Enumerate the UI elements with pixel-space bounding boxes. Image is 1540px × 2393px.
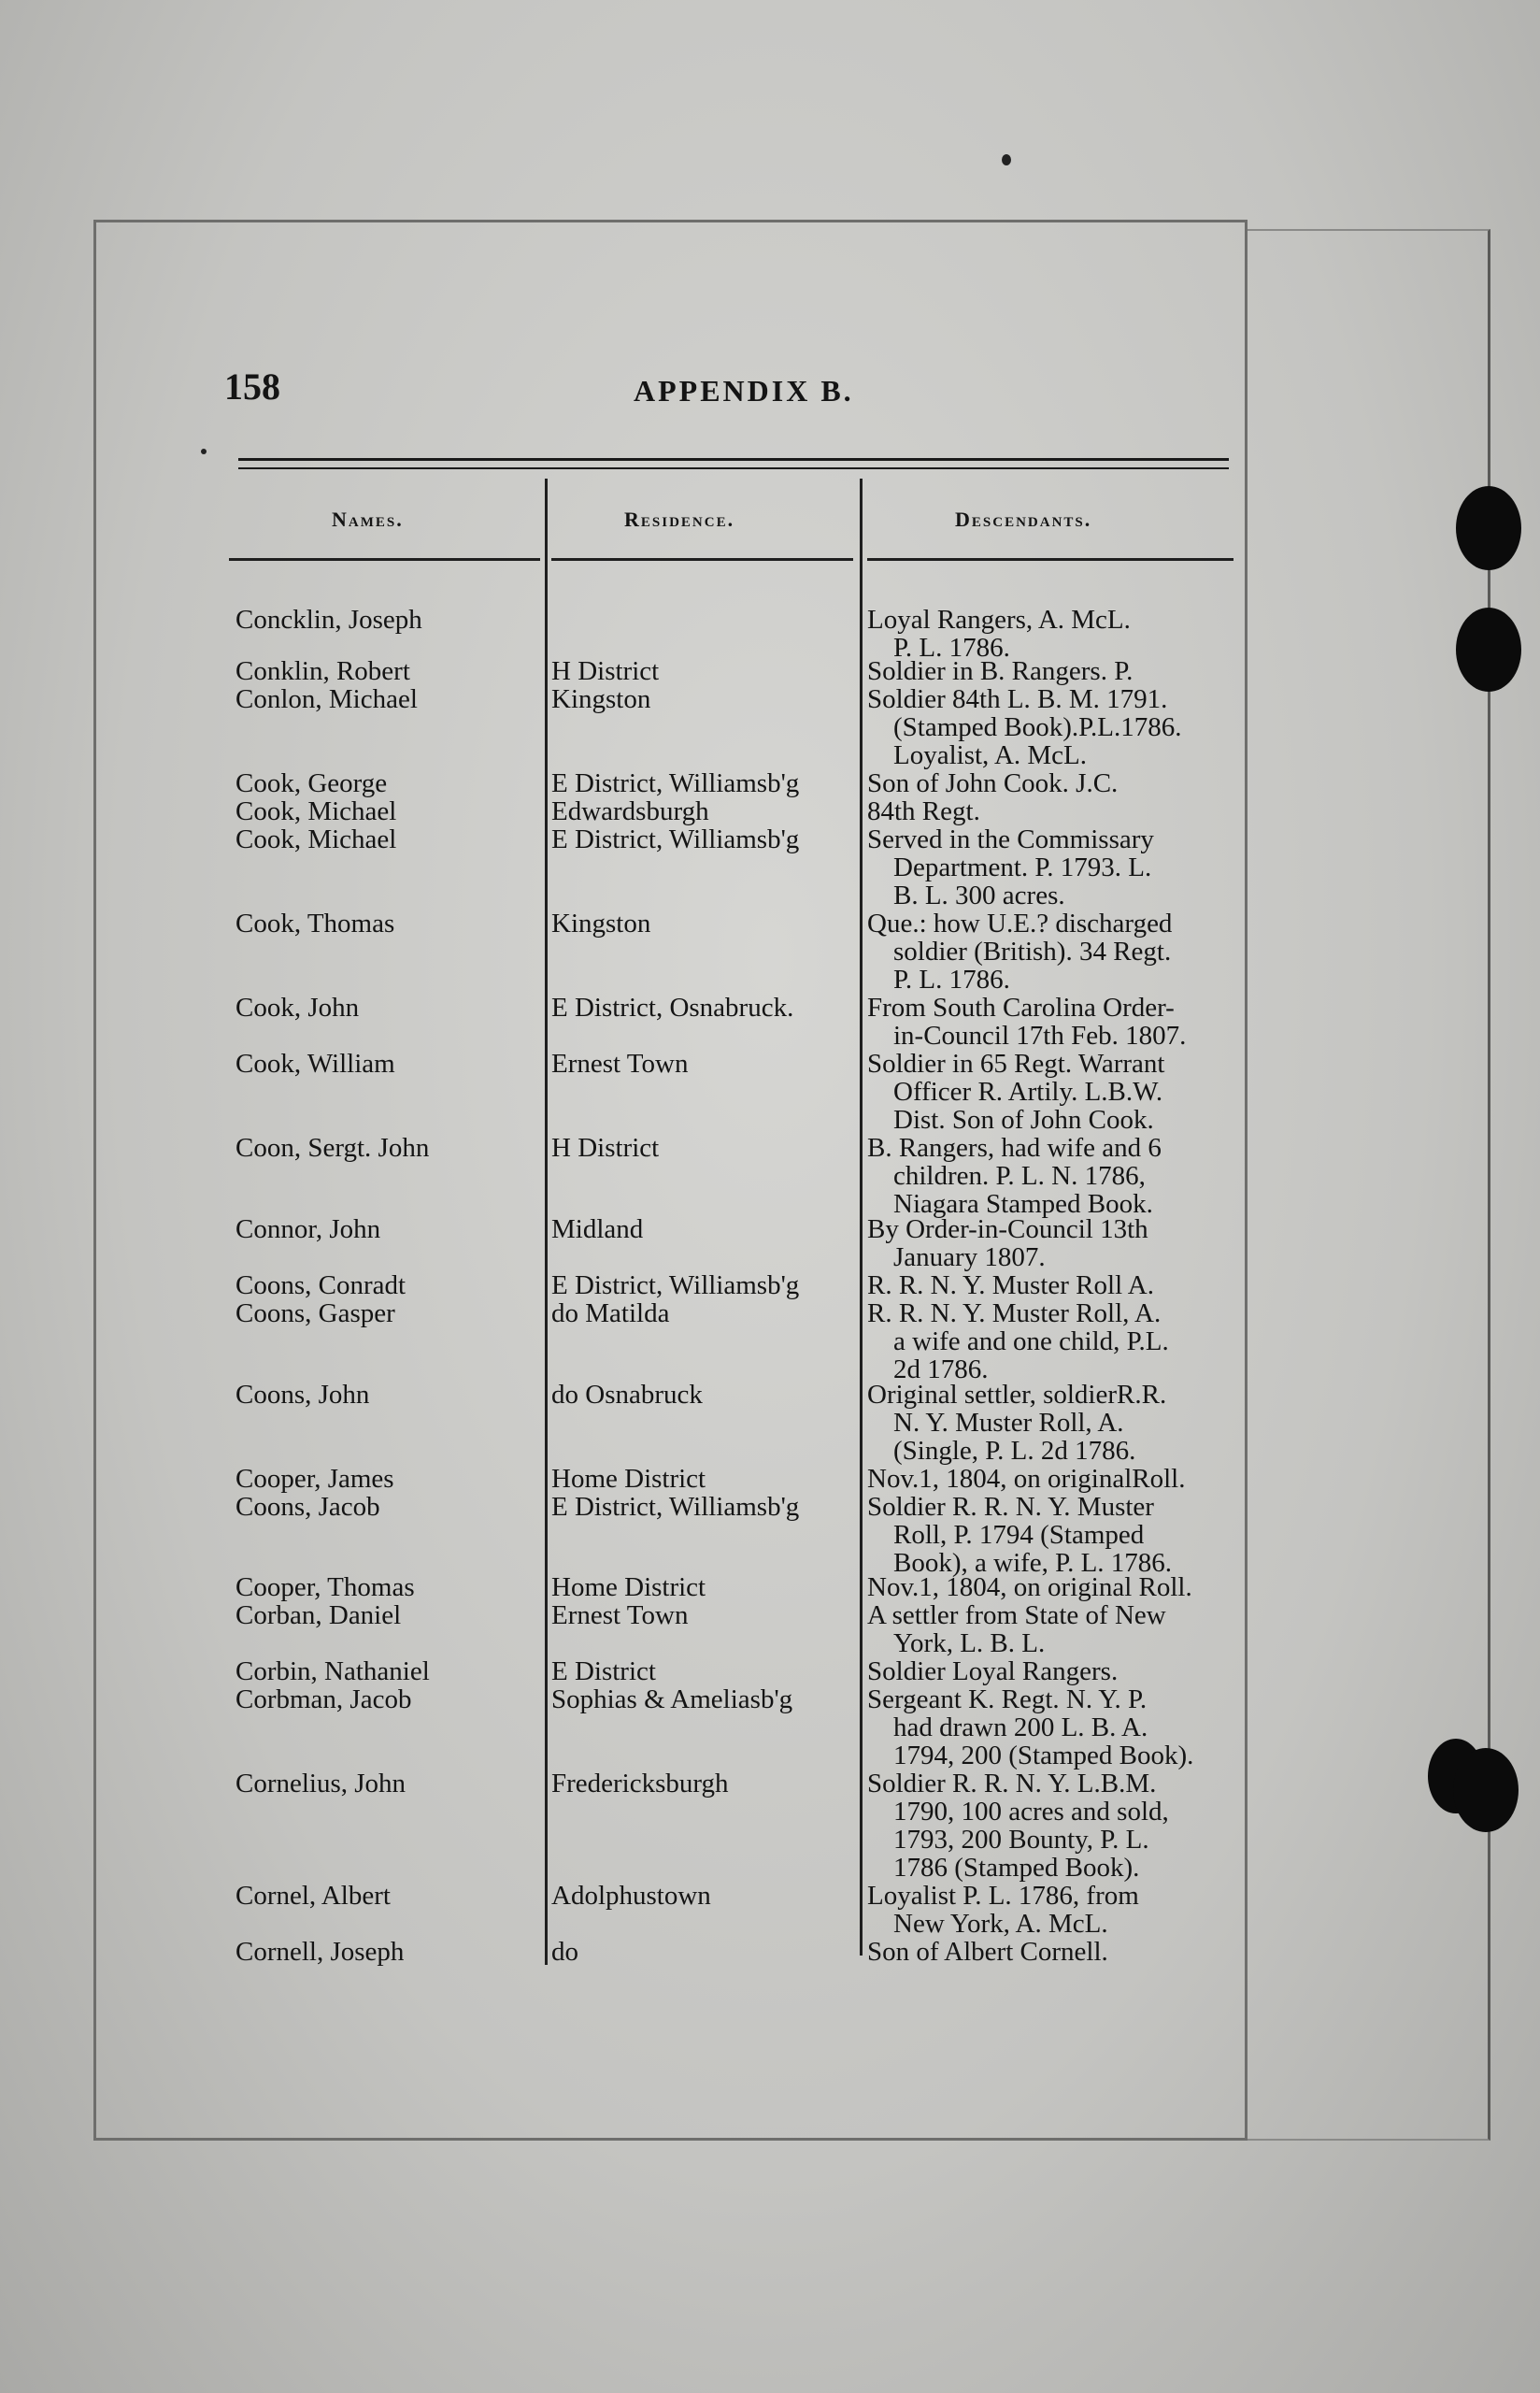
entry-residence: Kingston xyxy=(551,910,651,938)
entry-name: Conklin, Robert xyxy=(235,657,410,685)
entry-name: Cook, William xyxy=(235,1050,395,1078)
descendants-line: Loyalist, A. McL. xyxy=(893,740,1088,770)
entry-name: Cornell, Joseph xyxy=(235,1938,405,1966)
descendants-line: Loyal Rangers, A. McL. xyxy=(867,605,1131,635)
descendants-line: P. L. 1786. xyxy=(893,633,1010,663)
descendants-line: (Single, P. L. 2d 1786. xyxy=(893,1436,1136,1466)
entry-name: Conlon, Michael xyxy=(235,685,418,713)
descendants-line: York, L. B. L. xyxy=(893,1628,1046,1658)
entry-residence: E District xyxy=(551,1657,656,1685)
entry-name: Coons, John xyxy=(235,1381,370,1409)
descendants-line: A settler from State of New xyxy=(867,1600,1166,1630)
column-rule xyxy=(551,558,853,561)
column-header-residence: Residence. xyxy=(624,508,735,531)
punch-hole xyxy=(1456,486,1521,570)
entry-residence: Ernest Town xyxy=(551,1050,689,1078)
header-rule xyxy=(238,458,1229,461)
descendants-line: Soldier Loyal Rangers. xyxy=(867,1656,1119,1686)
entry-name: Corban, Daniel xyxy=(235,1601,402,1629)
entry-descendants xyxy=(867,1271,1241,1299)
punch-hole xyxy=(1453,1748,1519,1832)
descendants-line: 2d 1786. xyxy=(893,1354,989,1384)
descendants-line: soldier (British). 34 Regt. xyxy=(893,937,1172,967)
descendants-line: 1790, 100 acres and sold, xyxy=(893,1797,1169,1827)
descendants-line: children. P. L. N. 1786, xyxy=(893,1161,1146,1191)
page-number: 158 xyxy=(224,365,280,408)
entry-residence: H District xyxy=(551,1134,660,1162)
descendants-line: (Stamped Book).P.L.1786. xyxy=(893,712,1182,742)
entry-name: Cooper, Thomas xyxy=(235,1573,415,1601)
descendants-line: Department. P. 1793. L. xyxy=(893,853,1152,882)
descendants-line: R. R. N. Y. Muster Roll A. xyxy=(867,1270,1154,1300)
entry-descendants xyxy=(867,657,1241,685)
entry-residence: E District, Williamsb'g xyxy=(551,769,800,797)
descendants-line: Soldier R. R. N. Y. Muster xyxy=(867,1492,1154,1522)
descendants-line: Nov.1, 1804, on originalRoll. xyxy=(867,1464,1186,1494)
entry-residence: do Osnabruck xyxy=(551,1381,703,1409)
entry-name: Cook, Michael xyxy=(235,797,397,825)
entry-descendants xyxy=(867,1573,1241,1601)
entry-descendants xyxy=(867,769,1241,797)
entry-name: Cook, John xyxy=(235,994,360,1022)
descendants-line: R. R. N. Y. Muster Roll, A. xyxy=(867,1298,1162,1328)
descendants-line: Roll, P. 1794 (Stamped xyxy=(893,1520,1145,1550)
entry-residence: Home District xyxy=(551,1573,706,1601)
entry-residence: E District, Williamsb'g xyxy=(551,1493,800,1521)
descendants-line: Soldier 84th L. B. M. 1791. xyxy=(867,684,1168,714)
descendants-line: Soldier in B. Rangers. P. xyxy=(867,656,1134,686)
descendants-line: January 1807. xyxy=(893,1242,1046,1272)
entry-descendants xyxy=(867,1685,1241,1770)
entry-descendants xyxy=(867,685,1241,769)
entry-descendants xyxy=(867,1050,1241,1134)
descendants-line: Niagara Stamped Book. xyxy=(893,1189,1153,1219)
descendants-line: Son of Albert Cornell. xyxy=(867,1937,1108,1967)
entry-residence: do xyxy=(551,1938,578,1966)
ink-speck xyxy=(1002,154,1011,165)
entry-descendants xyxy=(867,1465,1241,1493)
entry-descendants xyxy=(867,825,1241,910)
entry-name: Cornel, Albert xyxy=(235,1882,391,1910)
descendants-line: N. Y. Muster Roll, A. xyxy=(893,1408,1124,1438)
entry-name: Cooper, James xyxy=(235,1465,394,1493)
entry-name: Coons, Conradt xyxy=(235,1271,406,1299)
descendants-line: Sergeant K. Regt. N. Y. P. xyxy=(867,1684,1148,1714)
entry-descendants xyxy=(867,910,1241,994)
entry-name: Cook, George xyxy=(235,769,388,797)
entry-residence: Midland xyxy=(551,1215,644,1243)
entry-descendants xyxy=(867,1938,1241,1966)
descendants-line: in-Council 17th Feb. 1807. xyxy=(893,1021,1187,1051)
descendants-line: 1794, 200 (Stamped Book). xyxy=(893,1741,1194,1770)
descendants-line: Original settler, soldierR.R. xyxy=(867,1380,1167,1410)
descendants-line: Que.: how U.E.? discharged xyxy=(867,909,1173,939)
descendants-line: Book), a wife, P. L. 1786. xyxy=(893,1548,1173,1578)
entry-descendants xyxy=(867,1601,1241,1657)
entry-name: Connor, John xyxy=(235,1215,381,1243)
entry-descendants xyxy=(867,1882,1241,1938)
entry-name: Cornelius, John xyxy=(235,1770,406,1798)
descendants-line: B. Rangers, had wife and 6 xyxy=(867,1133,1162,1163)
column-rule xyxy=(867,558,1233,561)
entry-residence: Ernest Town xyxy=(551,1601,689,1629)
entry-residence: E District, Williamsb'g xyxy=(551,1271,800,1299)
descendants-line: 84th Regt. xyxy=(867,796,980,826)
entry-descendants xyxy=(867,1381,1241,1465)
descendants-line: Soldier R. R. N. Y. L.B.M. xyxy=(867,1769,1157,1798)
column-header-descendants: Descendants. xyxy=(955,508,1092,531)
entry-descendants xyxy=(867,797,1241,825)
descendants-line: B. L. 300 acres. xyxy=(893,881,1065,910)
column-header-names: Names. xyxy=(332,508,404,531)
ink-speck xyxy=(201,449,207,454)
entry-descendants xyxy=(867,606,1241,662)
entry-name: Concklin, Joseph xyxy=(235,606,422,634)
entry-descendants xyxy=(867,1299,1241,1383)
entry-residence: E District, Williamsb'g xyxy=(551,825,800,853)
entry-residence: E District, Osnabruck. xyxy=(551,994,794,1022)
entry-descendants xyxy=(867,1657,1241,1685)
entry-name: Corbman, Jacob xyxy=(235,1685,412,1713)
descendants-line: Son of John Cook. J.C. xyxy=(867,768,1119,798)
descendants-line: Nov.1, 1804, on original Roll. xyxy=(867,1572,1192,1602)
entry-residence: do Matilda xyxy=(551,1299,670,1327)
entry-descendants xyxy=(867,1134,1241,1218)
running-head: APPENDIX B. xyxy=(634,374,854,408)
header-rule xyxy=(238,467,1229,469)
entry-descendants xyxy=(867,1770,1241,1882)
entry-residence: Fredericksburgh xyxy=(551,1770,729,1798)
descendants-line: 1793, 200 Bounty, P. L. xyxy=(893,1825,1149,1855)
entry-descendants xyxy=(867,994,1241,1050)
descendants-line: From South Carolina Order- xyxy=(867,993,1175,1023)
descendants-line: had drawn 200 L. B. A. xyxy=(893,1712,1148,1742)
entry-name: Coons, Jacob xyxy=(235,1493,380,1521)
descendants-line: New York, A. McL. xyxy=(893,1909,1108,1939)
column-rule xyxy=(229,558,540,561)
descendants-line: a wife and one child, P.L. xyxy=(893,1326,1169,1356)
descendants-line: Soldier in 65 Regt. Warrant xyxy=(867,1049,1165,1079)
column-divider xyxy=(860,479,863,1956)
entry-name: Cook, Thomas xyxy=(235,910,395,938)
entry-descendants xyxy=(867,1215,1241,1271)
entry-name: Coons, Gasper xyxy=(235,1299,395,1327)
entry-residence: Sophias & Ameliasb'g xyxy=(551,1685,793,1713)
descendants-line: 1786 (Stamped Book). xyxy=(893,1853,1140,1883)
entry-name: Coon, Sergt. John xyxy=(235,1134,430,1162)
entry-residence: Kingston xyxy=(551,685,651,713)
adjacent-page-edge xyxy=(1248,229,1490,2141)
descendants-line: Officer R. Artily. L.B.W. xyxy=(893,1077,1163,1107)
descendants-line: Loyalist P. L. 1786, from xyxy=(867,1881,1139,1911)
descendants-line: Dist. Son of John Cook. xyxy=(893,1105,1154,1135)
descendants-line: Served in the Commissary xyxy=(867,824,1154,854)
entry-name: Cook, Michael xyxy=(235,825,397,853)
entry-name: Corbin, Nathaniel xyxy=(235,1657,430,1685)
entry-residence: Edwardsburgh xyxy=(551,797,709,825)
descendants-line: By Order-in-Council 13th xyxy=(867,1214,1148,1244)
entry-residence: Home District xyxy=(551,1465,706,1493)
entry-descendants xyxy=(867,1493,1241,1577)
punch-hole xyxy=(1456,608,1521,692)
descendants-line: P. L. 1786. xyxy=(893,965,1010,995)
entry-residence: Adolphustown xyxy=(551,1882,711,1910)
column-divider xyxy=(545,479,548,1965)
entry-residence: H District xyxy=(551,657,660,685)
